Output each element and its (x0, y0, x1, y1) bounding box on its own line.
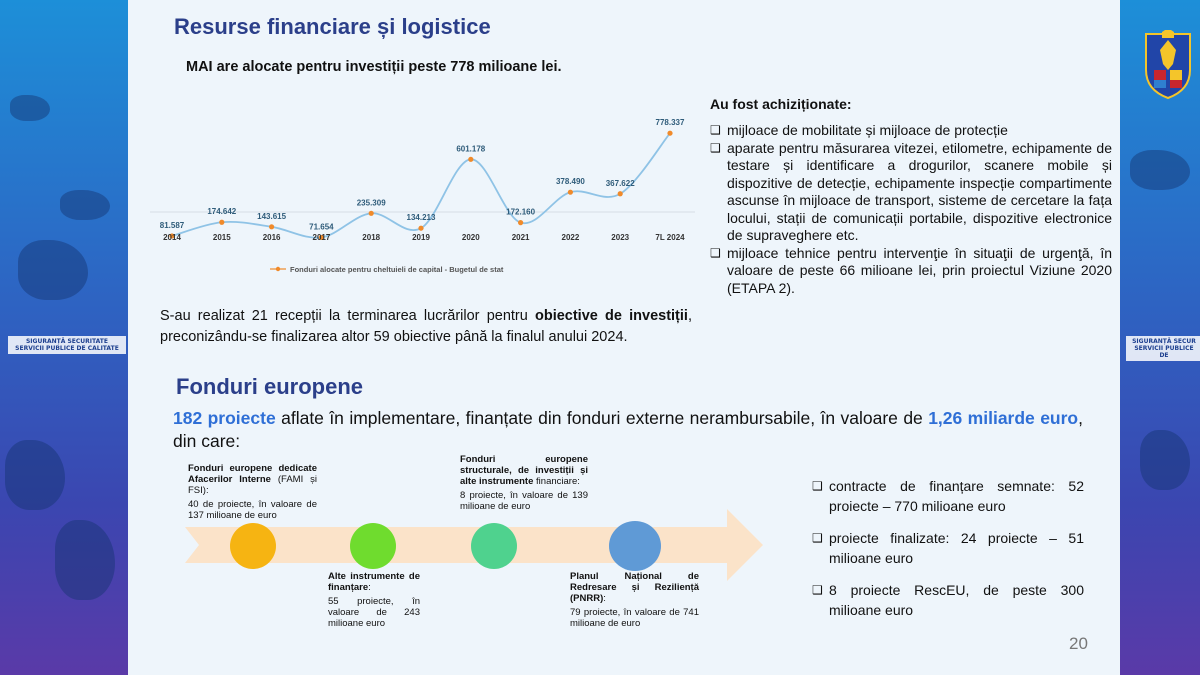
x-tick-label: 2019 (412, 233, 430, 242)
data-label: 134.213 (406, 213, 436, 223)
data-label: 174.642 (207, 207, 237, 217)
data-label: 81.587 (159, 220, 185, 230)
acquisitions-list (710, 122, 1112, 297)
eu-funds-heading: Fonduri europene (176, 374, 363, 399)
data-label: 143.615 (257, 211, 287, 221)
x-tick-label: 2021 (511, 233, 530, 242)
checkbox-bullet-icon: ❑ (812, 479, 823, 493)
legend-marker (276, 267, 280, 271)
slide-title: Resurse financiare și logistice (174, 14, 491, 39)
timeline-pnrr: Planul Național de Redresare și Reziliență (PNRR): 79 proiecte, în valoare de 741 milioane de euro (570, 571, 699, 629)
timeline-structural: Fonduri europene structurale, de investiții și alte instrumente financiare: 8 proiecte, în valoare de 139 milioane de euro (460, 454, 588, 512)
slide-subtitle: MAI are alocate pentru investiții peste 778 milioane lei. (186, 59, 562, 75)
data-point (618, 191, 623, 196)
data-point (369, 211, 374, 216)
data-point (219, 220, 224, 225)
coat-of-arms-icon (1140, 30, 1196, 100)
data-label: 378.490 (555, 177, 585, 187)
timeline-marker-pnrr (609, 521, 661, 571)
data-label: 71.654 (309, 222, 334, 232)
data-label: 235.309 (356, 198, 386, 208)
x-tick-label: 2016 (262, 233, 281, 242)
list-item: ❑ proiecte finalizate: 24 proiecte – 51 milioane euro (812, 530, 1084, 566)
list-item: ❑ 8 proiecte RescEU, de peste 300 milioane euro (812, 582, 1084, 618)
timeline-fami: Fonduri europene dedicate Afacerilor Interne (FAMI și FSI): 40 de proiecte, în valoare de 137 milioane de euro (188, 463, 317, 521)
investment-line-chart (140, 90, 700, 290)
x-tick-label: 2014 (163, 233, 181, 242)
data-point (418, 226, 423, 231)
side-slogan-right: SIGURANȚĂ SECUR SERVICII PUBLICE DE (1126, 336, 1200, 361)
x-tick-label: 2015 (212, 233, 231, 242)
data-point (269, 224, 274, 229)
data-label: 601.178 (456, 144, 486, 154)
checkbox-bullet-icon: ❑ (710, 123, 721, 137)
list-item: ❑ contracte de finanțare semnate: 52 proiecte – 770 milioane euro (812, 478, 1084, 514)
x-tick-label: 7L 2024 (655, 233, 685, 242)
left-decoration (0, 0, 128, 675)
x-tick-label: 2017 (312, 233, 331, 242)
data-point (667, 131, 672, 136)
x-tick-label: 2018 (362, 233, 381, 242)
checkbox-bullet-icon: ❑ (812, 583, 823, 597)
eu-stats-list (812, 476, 1084, 620)
x-tick-label: 2022 (561, 233, 580, 242)
timeline-marker-structural (471, 523, 517, 569)
data-point (468, 157, 473, 162)
checkbox-bullet-icon: ❑ (710, 140, 721, 155)
eu-funds-summary: 182 proiecte aflate în implementare, finanțate din fonduri externe nerambursabile, în valoare de 1,26 miliarde euro, din care: (173, 408, 1083, 451)
acquisitions-heading: Au fost achiziționate: (710, 96, 852, 112)
legend-label: Fonduri alocate pentru cheltuieli de capital - Bugetul de stat (290, 265, 504, 274)
x-tick-label: 2023 (611, 233, 630, 242)
data-label: 172.160 (506, 207, 536, 217)
data-label: 367.622 (605, 178, 635, 188)
list-item: ❑ mijloace tehnice pentru intervenţie în situaţii de urgenţă, în valoare de peste 66 milioane lei, prin proiectul Viziune 2020 (ETAPA 2). (710, 244, 1112, 296)
timeline-marker-fami (230, 523, 276, 569)
data-point (518, 220, 523, 225)
timeline-marker-other (350, 523, 396, 569)
receptions-paragraph: S-au realizat 21 recepții la terminarea lucrărilor pentru obiective de investiții, preconizându-se finalizarea altor 59 obiective până la finalul anului 2024. (160, 308, 692, 345)
x-tick-label: 2020 (461, 233, 480, 242)
list-item: ❑ mijloace de mobilitate și mijloace de protecție (710, 122, 1008, 138)
list-item: ❑ aparate pentru măsurarea vitezei, etilometre, echipamente de testare și identificare a drogurilor, scanere mobile și dispozitive de detecție, echipamente inspecție compartimente ascunse în mijloace de transport, sisteme de cercetare la fața locului, stații de comunicații portabile, dispozitive electronice de supraveghere etc. (710, 139, 1112, 243)
checkbox-bullet-icon: ❑ (812, 531, 823, 545)
data-point (568, 190, 573, 195)
timeline-other-instruments: Alte instrumente de finanțare: 55 proiecte, în valoare de 243 milioane euro (328, 571, 420, 629)
right-decoration (1120, 0, 1200, 675)
data-label: 778.337 (655, 118, 685, 128)
checkbox-bullet-icon: ❑ (710, 245, 721, 260)
side-slogan-left: SIGURANȚĂ SECURITATE SERVICII PUBLICE DE CALITATE (8, 336, 126, 354)
page-number: 20 (1069, 634, 1088, 653)
